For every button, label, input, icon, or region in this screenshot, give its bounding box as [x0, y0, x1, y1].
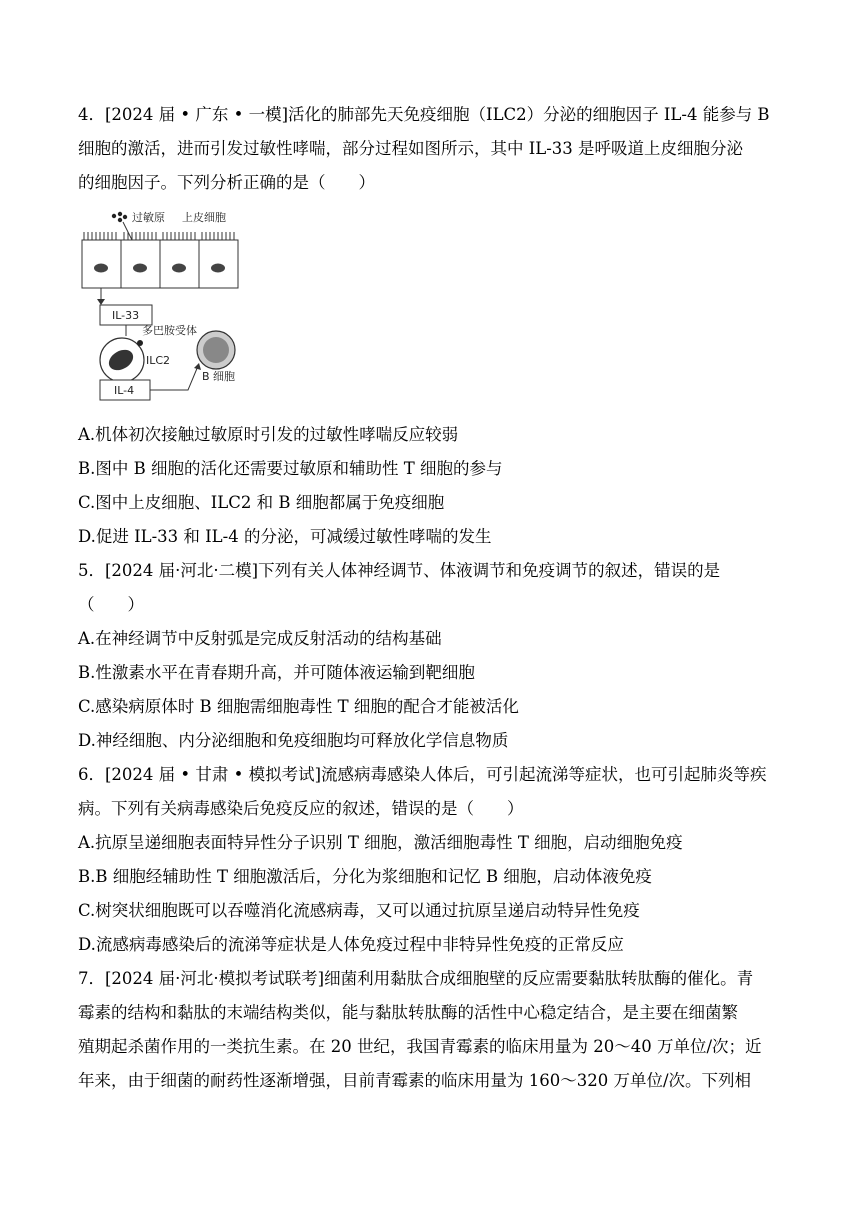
q6-stem-line-2: 病。下列有关病毒感染后免疫反应的叙述，错误的是（ ）	[78, 799, 524, 818]
q6-option-d: D.流感病毒感染后的流涕等症状是人体免疫过程中非特异性免疫的正常反应	[78, 935, 624, 954]
b-cell-label: B 细胞	[202, 370, 236, 383]
epithelial-cells	[82, 240, 238, 288]
q7-line-2: 霉素的结构和黏肽的末端结构类似，能与黏肽转肽酶的活性中心稳定结合，是主要在细菌繁	[78, 1003, 738, 1022]
q7-line-3: 殖期起杀菌作用的一类抗生素。在 20 世纪，我国青霉素的临床用量为 20～40 万单位/次；近	[78, 1037, 762, 1056]
q7-line-1: 7．[2024 届·河北·模拟考试联考]细菌利用黏肽合成细胞壁的反应需要黏肽转肽酶的催化。青	[78, 969, 754, 988]
allergen-label: 过敏原	[132, 211, 165, 224]
q4-option-d: D.促进 IL-33 和 IL-4 的分泌，可减缓过敏性哮喘的发生	[78, 527, 492, 546]
q4-option-b: B.图中 B 细胞的活化还需要过敏原和辅助性 T 细胞的参与	[78, 459, 503, 478]
q4-stem-line-3: 的细胞因子。下列分析正确的是（ ）	[78, 173, 375, 192]
allergen-dots	[112, 212, 127, 222]
il4-label: IL-4	[114, 384, 135, 397]
q7-line-4: 年来，由于细菌的耐药性逐渐增强，目前青霉素的临床用量为 160～320 万单位/次。下列相	[78, 1071, 752, 1090]
q5-option-c: C.感染病原体时 B 细胞需细胞毒性 T 细胞的配合才能被活化	[78, 697, 519, 716]
q4-option-a: A.机体初次接触过敏原时引发的过敏性哮喘反应较弱	[78, 425, 459, 444]
il33-label: IL-33	[112, 309, 140, 322]
dopamine-receptor-label: 多巴胺受体	[142, 324, 197, 337]
q5-stem-line-1: 5．[2024 届·河北·二模]下列有关人体神经调节、体液调节和免疫调节的叙述，错误的是	[78, 561, 721, 580]
q6-option-c: C.树突状细胞既可以吞噬消化流感病毒，又可以通过抗原呈递启动特异性免疫	[78, 901, 640, 920]
microvilli	[84, 232, 234, 240]
q6-stem-line-1: 6．[2024 届 • 甘肃 • 模拟考试]流感病毒感染人体后，可引起流涕等症状，也可引起肺炎等疾	[78, 765, 767, 784]
q4-stem-line-1: 4．[2024 届 • 广东 • 一模]活化的肺部先天免疫细胞（ILC2）分泌的细胞因子 IL-4 能参与 B	[78, 105, 770, 124]
q4-figure-diagram	[78, 200, 248, 410]
q5-option-d: D.神经细胞、内分泌细胞和免疫细胞均可释放化学信息物质	[78, 731, 509, 750]
q6-option-a: A.抗原呈递细胞表面特异性分子识别 T 细胞，激活细胞毒性 T 细胞，启动细胞免疫	[78, 833, 683, 852]
q4-option-c: C.图中上皮细胞、ILC2 和 B 细胞都属于免疫细胞	[78, 493, 445, 512]
q5-stem-line-2: （ ）	[78, 595, 144, 614]
q4-stem-line-2: 细胞的激活，进而引发过敏性哮喘，部分过程如图所示，其中 IL-33 是呼吸道上皮细胞分泌	[78, 139, 744, 158]
q5-option-a: A.在神经调节中反射弧是完成反射活动的结构基础	[78, 629, 442, 648]
q6-option-b: B.B 细胞经辅助性 T 细胞激活后，分化为浆细胞和记忆 B 细胞，启动体液免疫	[78, 867, 652, 886]
epithelial-label: 上皮细胞	[182, 211, 226, 224]
q5-option-b: B.性激素水平在青春期升高，并可随体液运输到靶细胞	[78, 663, 475, 682]
ilc2-label: ILC2	[146, 354, 171, 367]
